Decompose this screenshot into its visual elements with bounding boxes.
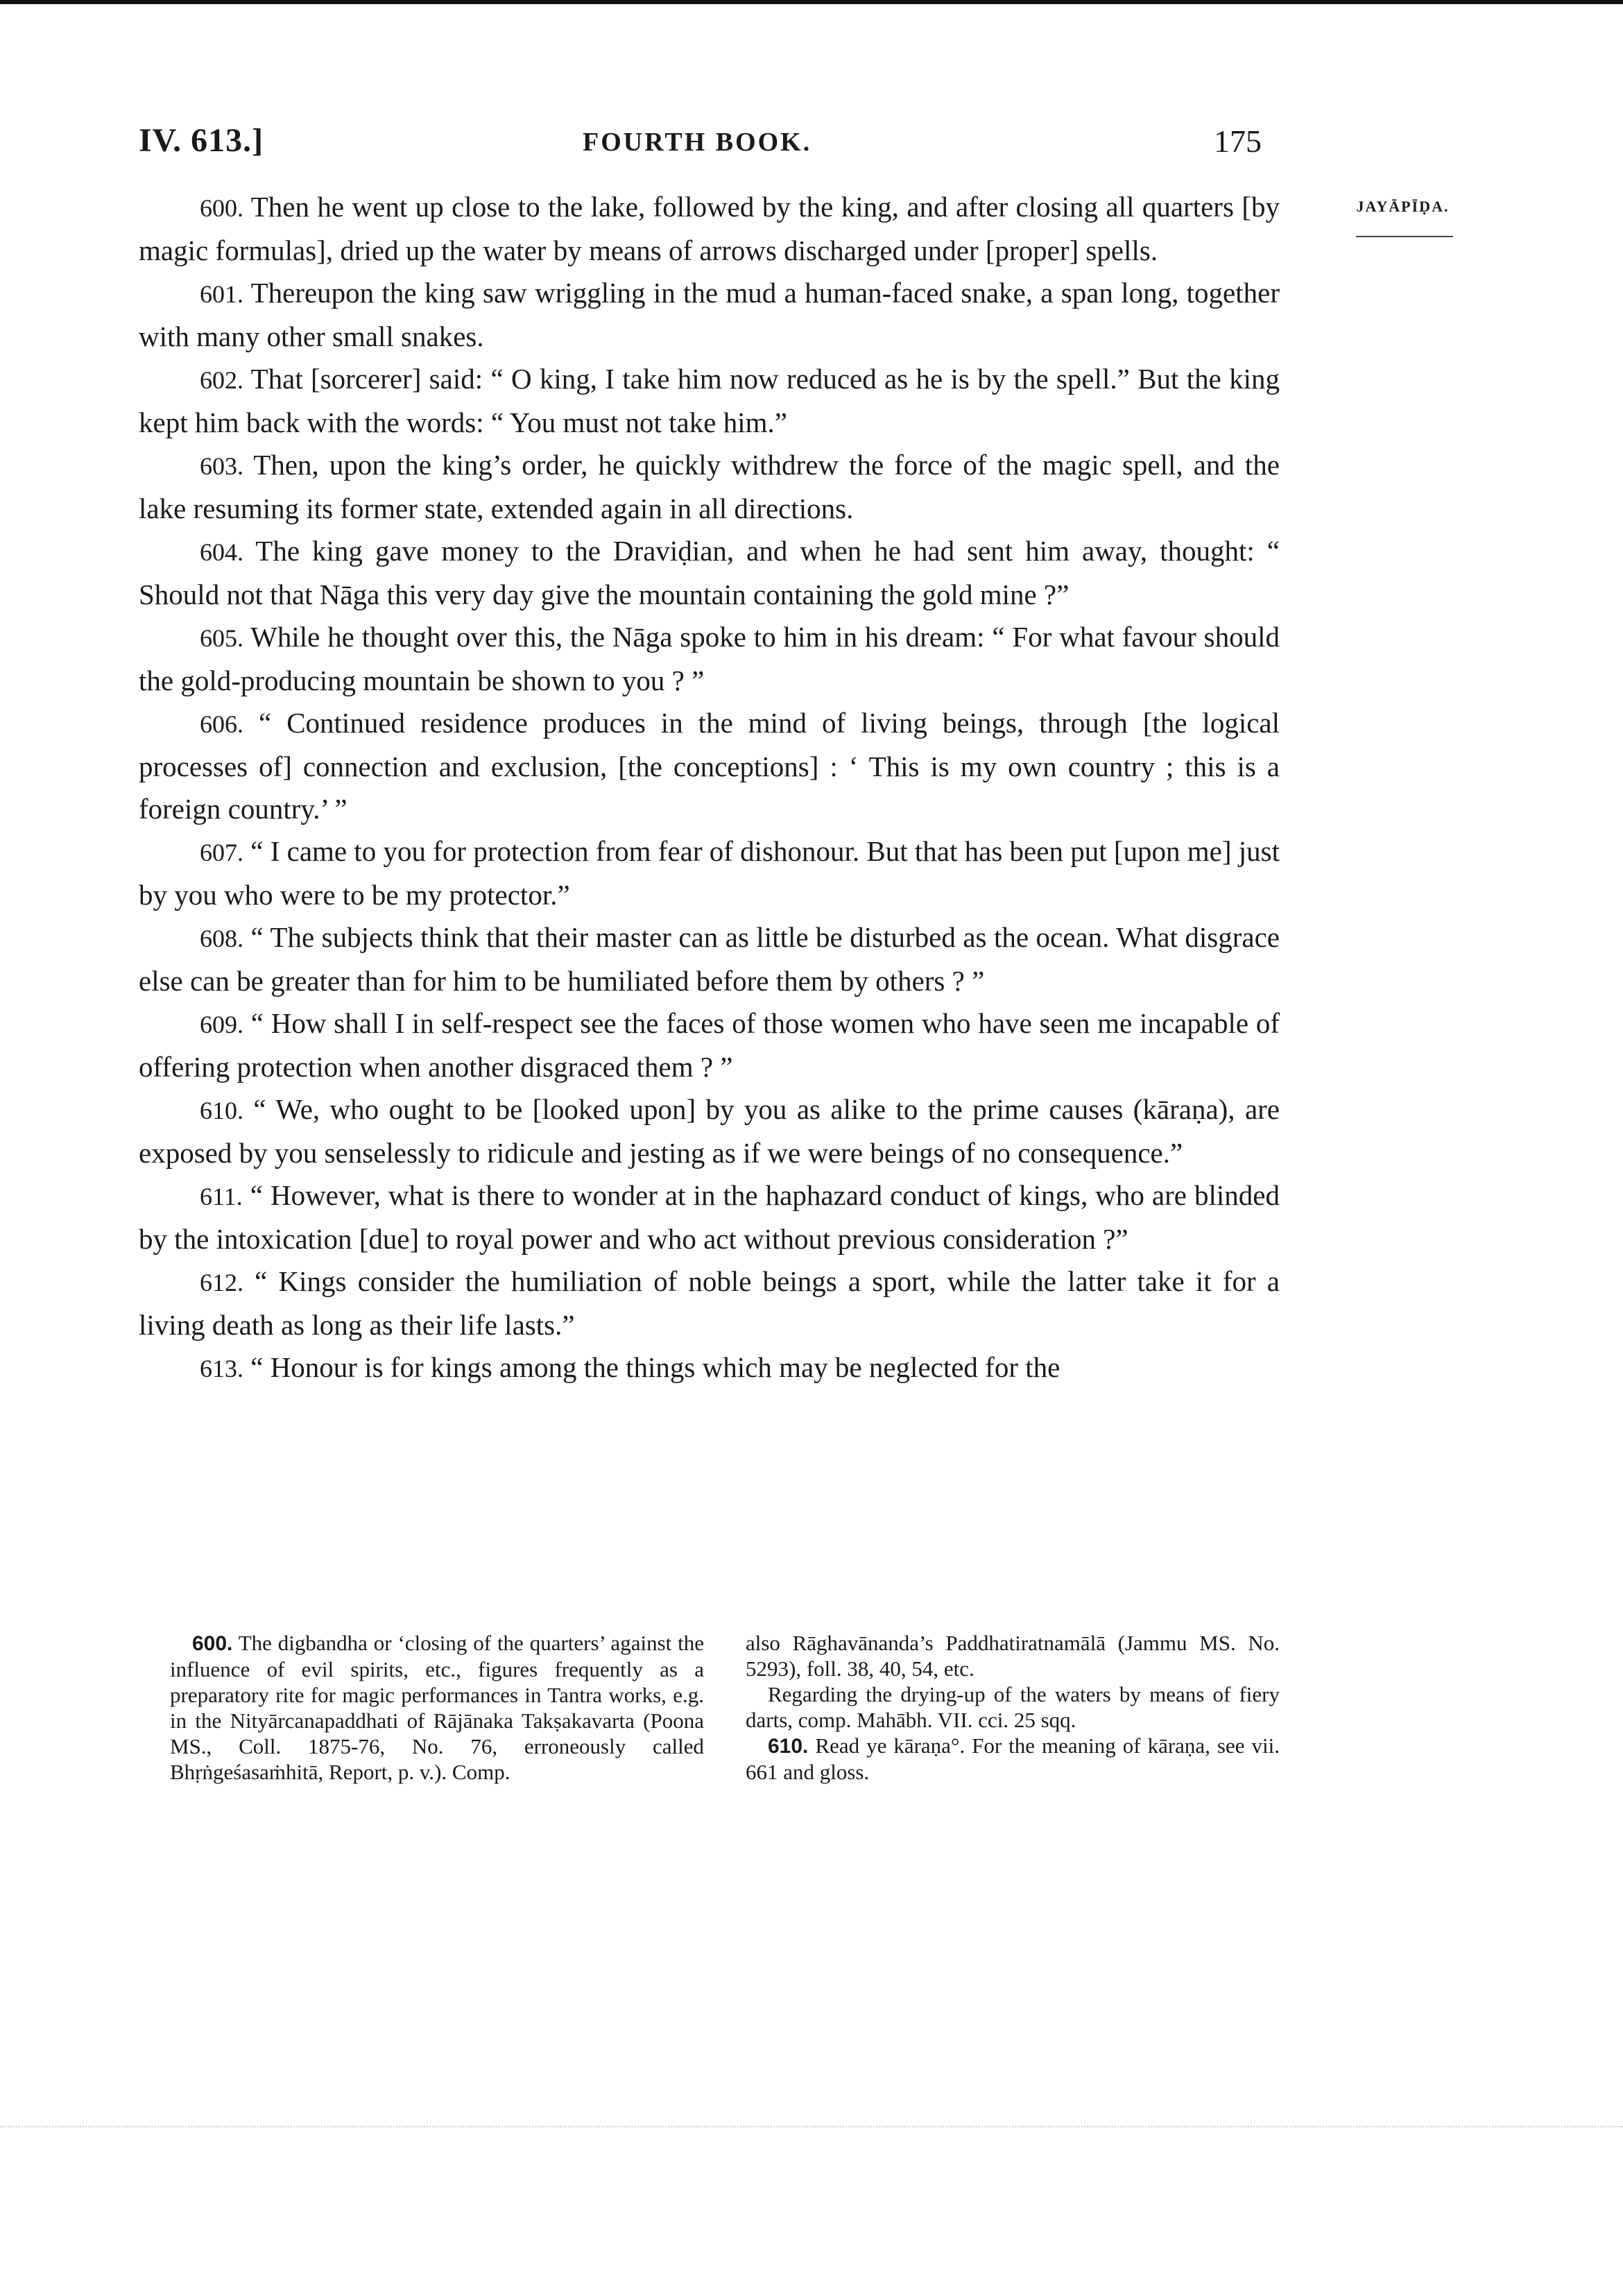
verse-number: 612. bbox=[200, 1269, 243, 1296]
top-border bbox=[0, 0, 1623, 4]
verse-number: 607. bbox=[200, 839, 243, 866]
verse-602 bbox=[139, 358, 1280, 444]
verse-text: “ I came to you for protection from fear of dishonour. But that has been put [upon me] just by you who were to be my protector.” bbox=[139, 835, 1280, 911]
verse-610 bbox=[139, 1088, 1280, 1174]
main-text bbox=[139, 186, 1280, 1390]
verse-number: 611. bbox=[200, 1183, 243, 1210]
verse-612 bbox=[139, 1260, 1280, 1346]
verse-607 bbox=[139, 830, 1280, 916]
verse-number: 602. bbox=[200, 366, 243, 394]
verse-text: That [sorcerer] said: “ O king, I take him now reduced as he is by the spell.” But the king kept him back with the words: “ You must not take him.” bbox=[139, 363, 1280, 438]
running-header bbox=[139, 121, 1283, 170]
verse-text: Thereupon the king saw wriggling in the mud a human-faced snake, a span long, together with many other small snakes. bbox=[139, 277, 1280, 352]
verse-611 bbox=[139, 1174, 1280, 1260]
verse-text: “ Kings consider the humiliation of noble beings a sport, while the latter take it for a living death as long as their life lasts.” bbox=[139, 1265, 1280, 1341]
footnote-column-left bbox=[170, 1630, 704, 1785]
scan-edge-line bbox=[0, 2126, 1623, 2127]
footnote-600 bbox=[170, 1630, 704, 1785]
verse-number: 600. bbox=[200, 194, 243, 222]
chapter-verse-ref: IV. 613.] bbox=[139, 122, 264, 159]
verse-603 bbox=[139, 444, 1280, 530]
verse-number: 613. bbox=[200, 1355, 243, 1382]
verse-608 bbox=[139, 916, 1280, 1002]
verse-606 bbox=[139, 702, 1280, 830]
footnote-column-right bbox=[746, 1630, 1280, 1785]
footnote-text: Read ye kāraṇa°. For the meaning of kāraṇa, see vii. 661 and gloss. bbox=[746, 1733, 1280, 1784]
book-title: FOURTH BOOK. bbox=[583, 128, 812, 157]
verse-605 bbox=[139, 616, 1280, 702]
verse-number: 609. bbox=[200, 1011, 243, 1038]
verse-text: “ How shall I in self-respect see the faces of those women who have seen me incapable of offering protection when another disgraced them ? ” bbox=[139, 1007, 1280, 1083]
footnotes bbox=[170, 1630, 1280, 1785]
margin-rule bbox=[1356, 236, 1453, 237]
footnote-number: 600. bbox=[192, 1632, 233, 1655]
verse-text: While he thought over this, the Nāga spoke to him in his dream: “ For what favour should the gold-producing mountain be shown to you ? ” bbox=[139, 621, 1280, 696]
verse-number: 604. bbox=[200, 538, 243, 566]
verse-text: “ We, who ought to be [looked upon] by you as alike to the prime causes (kāraṇa), are exposed by you senselessly to ridicule and jesting as if we were beings of no consequence.” bbox=[139, 1093, 1280, 1169]
footnote-text: The digbandha or ‘closing of the quarters’ against the influence of evil spirits, etc., figures frequently as a preparatory rite for magic performances in Tantra works, e.g. in the Nityārcanapaddhati of Rājānaka Takṣakavarta (Poona MS., Coll. 1875-76, No. 76, erroneously called Bhṛṅgeśasaṁhitā, Report, p. v.). Comp. bbox=[170, 1631, 704, 1784]
verse-604 bbox=[139, 530, 1280, 616]
verse-number: 605. bbox=[200, 624, 243, 652]
verse-number: 601. bbox=[200, 280, 243, 308]
page-number: 175 bbox=[1214, 123, 1262, 159]
verse-text: “ Continued residence produces in the mind of living beings, through [the logical processes of] connection and exclusion, [the conceptions] : ‘ This is my own country ; this is a foreign country.’ ” bbox=[139, 707, 1280, 825]
verse-609 bbox=[139, 1002, 1280, 1088]
verse-text: “ Honour is for kings among the things which may be neglected for the bbox=[250, 1351, 1060, 1383]
verse-text: The king gave money to the Draviḍian, and when he had sent him away, thought: “ Should not that Nāga this very day give the mountain containing the gold mine ?” bbox=[139, 535, 1280, 610]
verse-number: 606. bbox=[200, 710, 243, 738]
verse-600 bbox=[139, 186, 1280, 272]
footnote-600-drying: Regarding the drying-up of the waters by means of fiery darts, comp. Mahābh. VII. cci. 25 sqq. bbox=[746, 1682, 1280, 1732]
footnote-610 bbox=[746, 1733, 1280, 1785]
verse-number: 603. bbox=[200, 452, 243, 480]
verse-text: “ The subjects think that their master can as little be disturbed as the ocean. What disgrace else can be greater than for him to be humiliated before them by others ? ” bbox=[139, 921, 1280, 997]
verse-601 bbox=[139, 272, 1280, 358]
verse-text: Then, upon the king’s order, he quickly withdrew the force of the magic spell, and the lake resuming its former state, extended again in all directions. bbox=[139, 449, 1280, 524]
verse-text: Then he went up close to the lake, followed by the king, and after closing all quarters [by magic formulas], dried up the water by means of arrows discharged under [proper] spells. bbox=[139, 191, 1280, 266]
verse-number: 608. bbox=[200, 925, 243, 952]
margin-heading: JAYĀPĪḌA. bbox=[1356, 198, 1450, 215]
footnote-600-continued: also Rāghavānanda’s Paddhatiratnamālā (Jammu MS. No. 5293), foll. 38, 40, 54, etc. bbox=[746, 1631, 1280, 1681]
verse-number: 610. bbox=[200, 1097, 243, 1124]
verse-text: “ However, what is there to wonder at in the haphazard conduct of kings, who are blinded by the intoxication [due] to royal power and who act without previous consideration ?” bbox=[139, 1179, 1280, 1255]
verse-613 bbox=[139, 1346, 1280, 1390]
footnote-number: 610. bbox=[768, 1735, 809, 1758]
